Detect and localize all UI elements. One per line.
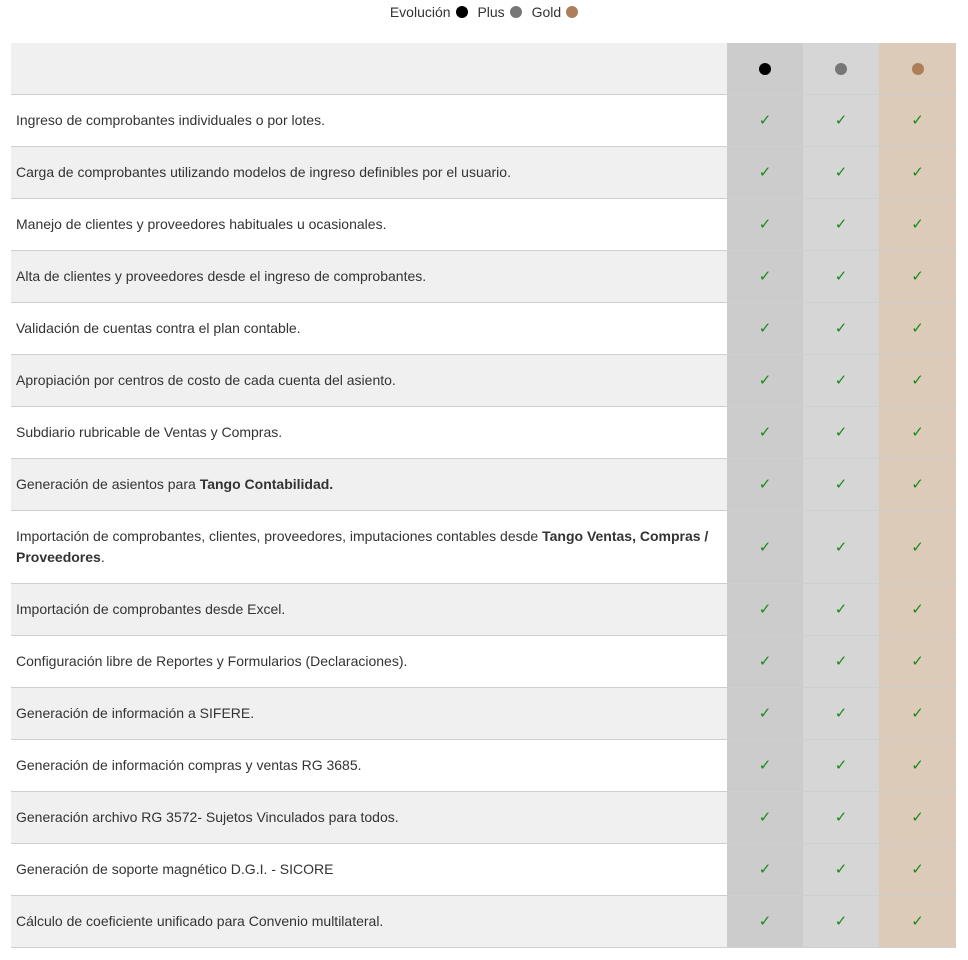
checkmark-icon: ✓ — [911, 809, 924, 826]
checkmark-icon: ✓ — [834, 757, 848, 774]
plus-cell — [803, 251, 879, 302]
feature-label — [11, 511, 727, 583]
feature-text — [16, 526, 722, 568]
evolucion-cell — [727, 355, 803, 406]
feature-text-part: Generación archivo RG 3572- Sujetos Vinculados para todos. — [16, 809, 399, 825]
table-row — [11, 584, 956, 636]
feature-text-part: . — [100, 549, 105, 565]
checkmark-icon: ✓ — [911, 861, 924, 878]
plus-cell — [803, 511, 879, 583]
feature-text — [16, 651, 407, 672]
feature-label — [11, 355, 727, 406]
feature-text-part: Manejo de clientes y proveedores habituales u ocasionales. — [16, 216, 387, 232]
plus-cell — [803, 740, 879, 791]
checkmark-icon: ✓ — [758, 913, 772, 930]
feature-label — [11, 199, 727, 250]
evolucion-cell — [727, 636, 803, 687]
gold-cell — [879, 95, 956, 146]
gold-cell — [879, 792, 956, 843]
checkmark-icon: ✓ — [758, 653, 772, 670]
feature-text — [16, 110, 325, 131]
checkmark-icon: ✓ — [911, 757, 924, 774]
feature-label — [11, 636, 727, 687]
feature-text-part: Validación de cuentas contra el plan contable. — [16, 320, 301, 336]
evolucion-cell — [727, 251, 803, 302]
table-row — [11, 636, 956, 688]
feature-label — [11, 792, 727, 843]
table-row — [11, 355, 956, 407]
feature-label — [11, 459, 727, 510]
evolucion-cell — [727, 740, 803, 791]
feature-text-part: Generación de información compras y ventas RG 3685. — [16, 757, 362, 773]
evolucion-cell — [727, 303, 803, 354]
checkmark-icon: ✓ — [911, 112, 924, 129]
gold-cell — [879, 251, 956, 302]
plus-cell — [803, 844, 879, 895]
gold-cell — [879, 636, 956, 687]
plus-cell — [803, 688, 879, 739]
gold-dot-icon — [566, 6, 578, 18]
checkmark-icon: ✓ — [758, 268, 772, 285]
feature-text-part: Generación de asientos para — [16, 476, 200, 492]
feature-text-part: Subdiario rubricable de Ventas y Compras. — [16, 424, 283, 440]
gold-cell — [879, 511, 956, 583]
gold-cell — [879, 303, 956, 354]
feature-text-part: Apropiación por centros de costo de cada cuenta del asiento. — [16, 372, 396, 388]
feature-label — [11, 303, 727, 354]
evolucion-cell — [727, 844, 803, 895]
feature-label — [11, 584, 727, 635]
evolucion-cell — [727, 407, 803, 458]
checkmark-icon: ✓ — [834, 705, 848, 722]
checkmark-icon: ✓ — [834, 112, 848, 129]
checkmark-icon: ✓ — [758, 705, 772, 722]
checkmark-icon: ✓ — [758, 538, 772, 556]
checkmark-icon: ✓ — [834, 372, 848, 389]
legend-label: Evolución — [389, 4, 451, 20]
checkmark-icon: ✓ — [911, 538, 924, 556]
feature-text-part: Importación de comprobantes desde Excel. — [16, 601, 286, 617]
checkmark-icon: ✓ — [911, 424, 924, 441]
gold-dot-icon — [912, 63, 924, 75]
checkmark-icon: ✓ — [911, 320, 924, 337]
plus-cell — [803, 896, 879, 947]
evolucion-cell — [727, 199, 803, 250]
plus-cell — [803, 199, 879, 250]
checkmark-icon: ✓ — [834, 653, 848, 670]
table-row — [11, 511, 956, 584]
checkmark-icon: ✓ — [834, 268, 848, 285]
feature-text — [16, 911, 383, 932]
feature-label — [11, 844, 727, 895]
feature-text-part: Configuración libre de Reportes y Formularios (Declaraciones). — [16, 653, 408, 669]
header-plus — [803, 43, 879, 94]
checkmark-icon: ✓ — [834, 320, 848, 337]
gold-cell — [879, 199, 956, 250]
feature-text — [16, 214, 386, 235]
checkmark-icon: ✓ — [758, 757, 772, 774]
table-row — [11, 95, 956, 147]
evolucion-cell — [727, 95, 803, 146]
gold-cell — [879, 688, 956, 739]
checkmark-icon: ✓ — [834, 809, 848, 826]
gray-dot-icon — [835, 63, 847, 75]
checkmark-icon: ✓ — [834, 861, 848, 878]
table-row — [11, 688, 956, 740]
checkmark-icon: ✓ — [911, 476, 924, 493]
checkmark-icon: ✓ — [834, 476, 848, 493]
evolucion-cell — [727, 459, 803, 510]
plus-cell — [803, 303, 879, 354]
feature-text — [16, 703, 254, 724]
checkmark-icon: ✓ — [758, 424, 772, 441]
gray-dot-icon — [510, 6, 522, 18]
header-gold — [879, 43, 956, 94]
table-row — [11, 199, 956, 251]
checkmark-icon: ✓ — [911, 268, 924, 285]
checkmark-icon: ✓ — [758, 216, 772, 233]
feature-text-part: Carga de comprobantes utilizando modelos de ingreso definibles por el usuario. — [16, 164, 511, 180]
plus-cell — [803, 459, 879, 510]
legend-item-evolucion — [390, 3, 468, 21]
plus-cell — [803, 584, 879, 635]
checkmark-icon: ✓ — [911, 653, 924, 670]
feature-comparison-table — [11, 43, 956, 948]
gold-cell — [879, 407, 956, 458]
checkmark-icon: ✓ — [911, 913, 924, 930]
header-evolucion — [727, 43, 803, 94]
black-dot-icon — [456, 6, 468, 18]
legend-item-gold — [532, 3, 579, 21]
feature-text-part: Ingreso de comprobantes individuales o por lotes. — [16, 112, 325, 128]
feature-text-part: Generación de información a SIFERE. — [16, 705, 255, 721]
table-row — [11, 303, 956, 355]
checkmark-icon: ✓ — [834, 538, 848, 556]
checkmark-icon: ✓ — [758, 809, 772, 826]
table-row — [11, 896, 956, 948]
checkmark-icon: ✓ — [834, 913, 848, 930]
checkmark-icon: ✓ — [911, 372, 924, 389]
checkmark-icon: ✓ — [911, 164, 924, 181]
feature-label — [11, 251, 727, 302]
gold-cell — [879, 355, 956, 406]
feature-text-part: Generación de soporte magnético D.G.I. - SICORE — [16, 861, 334, 877]
checkmark-icon: ✓ — [758, 861, 772, 878]
evolucion-cell — [727, 511, 803, 583]
gold-cell — [879, 896, 956, 947]
checkmark-icon: ✓ — [758, 320, 772, 337]
checkmark-icon: ✓ — [834, 164, 848, 181]
gold-cell — [879, 459, 956, 510]
table-row — [11, 792, 956, 844]
feature-text — [16, 370, 396, 391]
feature-text — [16, 807, 399, 828]
table-row — [11, 740, 956, 792]
plus-cell — [803, 147, 879, 198]
gold-cell — [879, 147, 956, 198]
feature-text — [16, 422, 282, 443]
checkmark-icon: ✓ — [758, 164, 772, 181]
legend-label: Gold — [531, 4, 562, 20]
feature-label — [11, 95, 727, 146]
checkmark-icon: ✓ — [758, 112, 772, 129]
header-blank-cell — [11, 43, 727, 94]
table-header-row — [11, 43, 956, 95]
feature-label — [11, 407, 727, 458]
feature-label — [11, 688, 727, 739]
feature-label — [11, 147, 727, 198]
checkmark-icon: ✓ — [834, 601, 848, 618]
feature-text — [16, 474, 333, 495]
plus-cell — [803, 792, 879, 843]
gold-cell — [879, 740, 956, 791]
checkmark-icon: ✓ — [911, 601, 924, 618]
feature-text — [16, 266, 426, 287]
legend-label: Plus — [477, 4, 505, 20]
gold-cell — [879, 584, 956, 635]
feature-text-part: Cálculo de coeficiente unificado para Convenio multilateral. — [16, 913, 384, 929]
legend-item-plus — [477, 3, 521, 21]
evolucion-cell — [727, 896, 803, 947]
feature-text-part: Alta de clientes y proveedores desde el ingreso de comprobantes. — [16, 268, 427, 284]
gold-cell — [879, 844, 956, 895]
table-row — [11, 844, 956, 896]
evolucion-cell — [727, 147, 803, 198]
feature-text — [16, 162, 511, 183]
feature-text — [16, 318, 301, 339]
checkmark-icon: ✓ — [834, 424, 848, 441]
plus-cell — [803, 355, 879, 406]
checkmark-icon: ✓ — [758, 476, 772, 493]
evolucion-cell — [727, 584, 803, 635]
feature-text — [16, 599, 285, 620]
checkmark-icon: ✓ — [758, 372, 772, 389]
edition-legend — [0, 3, 968, 21]
plus-cell — [803, 95, 879, 146]
evolucion-cell — [727, 688, 803, 739]
black-dot-icon — [759, 63, 771, 75]
checkmark-icon: ✓ — [834, 216, 848, 233]
feature-text — [16, 755, 362, 776]
feature-text — [16, 859, 333, 880]
feature-text-bold: Tango Ventas, Compras / Proveedores — [16, 528, 709, 565]
table-row — [11, 407, 956, 459]
plus-cell — [803, 636, 879, 687]
feature-text-part: Importación de comprobantes, clientes, proveedores, imputaciones contables desde — [16, 528, 543, 544]
feature-label — [11, 740, 727, 791]
feature-label — [11, 896, 727, 947]
evolucion-cell — [727, 792, 803, 843]
checkmark-icon: ✓ — [911, 216, 924, 233]
checkmark-icon: ✓ — [758, 601, 772, 618]
feature-text-bold: Tango Contabilidad. — [199, 476, 334, 492]
table-row — [11, 459, 956, 511]
table-row — [11, 147, 956, 199]
table-row — [11, 251, 956, 303]
plus-cell — [803, 407, 879, 458]
checkmark-icon: ✓ — [911, 705, 924, 722]
